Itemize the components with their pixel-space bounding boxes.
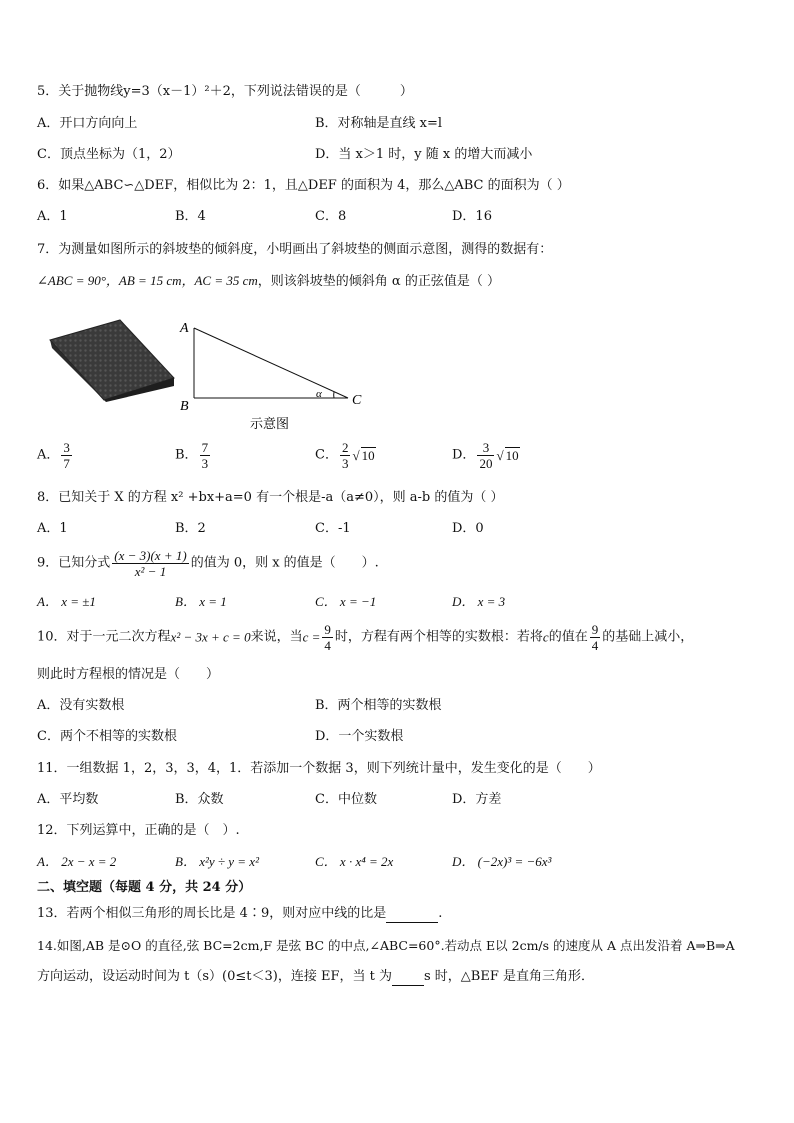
q6-option-d: D．16 bbox=[452, 209, 492, 224]
q6-option-a: A．1 bbox=[37, 209, 68, 224]
q8-option-d: D．0 bbox=[452, 521, 484, 536]
q5-option-b: B．对称轴是直线 x=l bbox=[315, 116, 443, 131]
q6-option-b: B．4 bbox=[175, 209, 206, 224]
q12-option-a: A． 2x − x = 2 bbox=[37, 854, 117, 869]
q10-option-c: C．两个不相等的实数根 bbox=[37, 729, 177, 744]
q12-option-d: D． (−2x)³ = −6x³ bbox=[452, 854, 552, 869]
q11-option-b: B．众数 bbox=[175, 792, 224, 807]
q10-option-b: B．两个相等的实数根 bbox=[315, 698, 442, 713]
q7-option-c: C． $\frac{2}{3}$ √ 10 bbox=[315, 440, 375, 471]
q14-answer-blank[interactable] bbox=[392, 969, 424, 986]
q14-stem-line1: 14.如图,AB 是⊙O 的直径,弦 BC=2cm,F 是弦 BC 的中点,∠ABC=60°.若动点 E以 2cm/s 的速度从 A 点出发沿着 A⇒B⇒A bbox=[37, 938, 735, 953]
vertex-b-label: B bbox=[180, 399, 189, 414]
q10-stem: 10．对于一元二次方程x² − 3x + c = 0来说，当c = $\frac{9}{4}$ 时，方程有两个相等的实数根：若将c的值在 $\frac{9}{4}$ 的基础上减小， bbox=[37, 622, 694, 653]
q7-option-b: B． $\frac{7}{3}$ bbox=[175, 440, 209, 471]
q9-option-a: A． x = ±1 bbox=[37, 594, 96, 609]
q6-option-c: C．8 bbox=[315, 209, 347, 224]
q9-fraction: $\frac{(x - 3)(x + 1)}{\text{x² − 1}}$ bbox=[114, 548, 187, 579]
q9-option-c: C． x = −1 bbox=[315, 594, 377, 609]
q11-stem: 11．一组数据 1，2，3，3，4，1．若添加一个数据 3，则下列统计量中，发生变化的是（ ） bbox=[37, 761, 601, 776]
q8-stem: 8．已知关于 X 的方程 x² +bx+a=0 有一个根是-a（a≠0），则 a-b 的值为（ ） bbox=[37, 490, 504, 505]
q12-stem: 12．下列运算中，正确的是（ ）. bbox=[37, 823, 240, 838]
q9-option-d: D． x = 3 bbox=[452, 594, 506, 609]
q5-option-c: C．顶点坐标为（1，2） bbox=[37, 147, 181, 162]
ramp-photo bbox=[48, 318, 178, 403]
q9-option-b: B． x = 1 bbox=[175, 594, 227, 609]
q8-option-a: A．1 bbox=[37, 521, 68, 536]
vertex-c-label: C bbox=[352, 393, 362, 408]
q12-option-b: B． x²y ÷ y = x² bbox=[175, 854, 259, 869]
angle-alpha-label: α bbox=[316, 388, 322, 400]
q11-option-a: A．平均数 bbox=[37, 792, 99, 807]
q5-option-d: D．当 x＞1 时，y 随 x 的增大而减小 bbox=[315, 147, 533, 162]
q11-option-d: D．方差 bbox=[452, 792, 502, 807]
q7-stem: 7．为测量如图所示的斜坡垫的倾斜度，小明画出了斜坡垫的侧面示意图，测得的数据有： bbox=[37, 242, 553, 257]
q9-stem: 9．已知分式 $\frac{(x - 3)(x + 1)}{\text{x² − 1}}$ 的值为 0，则 x 的值是（ ）. bbox=[37, 548, 379, 579]
q6-stem: 6．如果△ABC∽△DEF，相似比为 2：1，且△DEF 的面积为 4，那么△ABC 的面积为（ ） bbox=[37, 178, 570, 193]
diagram-caption: 示意图 bbox=[250, 416, 290, 431]
q8-option-b: B．2 bbox=[175, 521, 206, 536]
q7-tail: ，则该斜坡垫的倾斜角 α 的正弦值是（ ） bbox=[257, 274, 500, 289]
vertex-a-label: A bbox=[180, 321, 189, 336]
q11-option-c: C．中位数 bbox=[315, 792, 377, 807]
q13-stem: 13．若两个相似三角形的周长比是 4∶9，则对应中线的比是 . bbox=[37, 906, 443, 921]
q10-option-d: D．一个实数根 bbox=[315, 729, 404, 744]
q7-given: ∠ABC = 90°，AB = 15 cm，AC = 35 cm bbox=[37, 273, 258, 288]
q5-option-a: A．开口方向向上 bbox=[37, 116, 138, 131]
q13-answer-blank[interactable] bbox=[386, 906, 438, 923]
q14-stem-line2: 方向运动，设运动时间为 t（s）(0≤t＜3)，连接 EF，当 t 为 s 时，△BEF 是直角三角形． bbox=[37, 969, 594, 984]
q12-option-c: C． x · x⁴ = 2x bbox=[315, 854, 394, 869]
q10-option-a: A．没有实数根 bbox=[37, 698, 125, 713]
q5-stem: 5．关于抛物线y=3（x－1）²＋2，下列说法错误的是（ ） bbox=[37, 84, 413, 99]
q7-option-a: A． $\frac{3}{7}$ bbox=[37, 440, 70, 471]
section-heading: 二、填空题（每题 4 分，共 24 分） bbox=[37, 880, 252, 895]
triangle-diagram bbox=[172, 318, 372, 436]
q7-option-d: D． $\frac{3}{20}$ √ 10 bbox=[452, 440, 519, 471]
q10-stem-line2: 则此时方程根的情况是（ ） bbox=[37, 667, 220, 682]
q7-given-line bbox=[37, 273, 500, 290]
q8-option-c: C．-1 bbox=[315, 521, 351, 536]
